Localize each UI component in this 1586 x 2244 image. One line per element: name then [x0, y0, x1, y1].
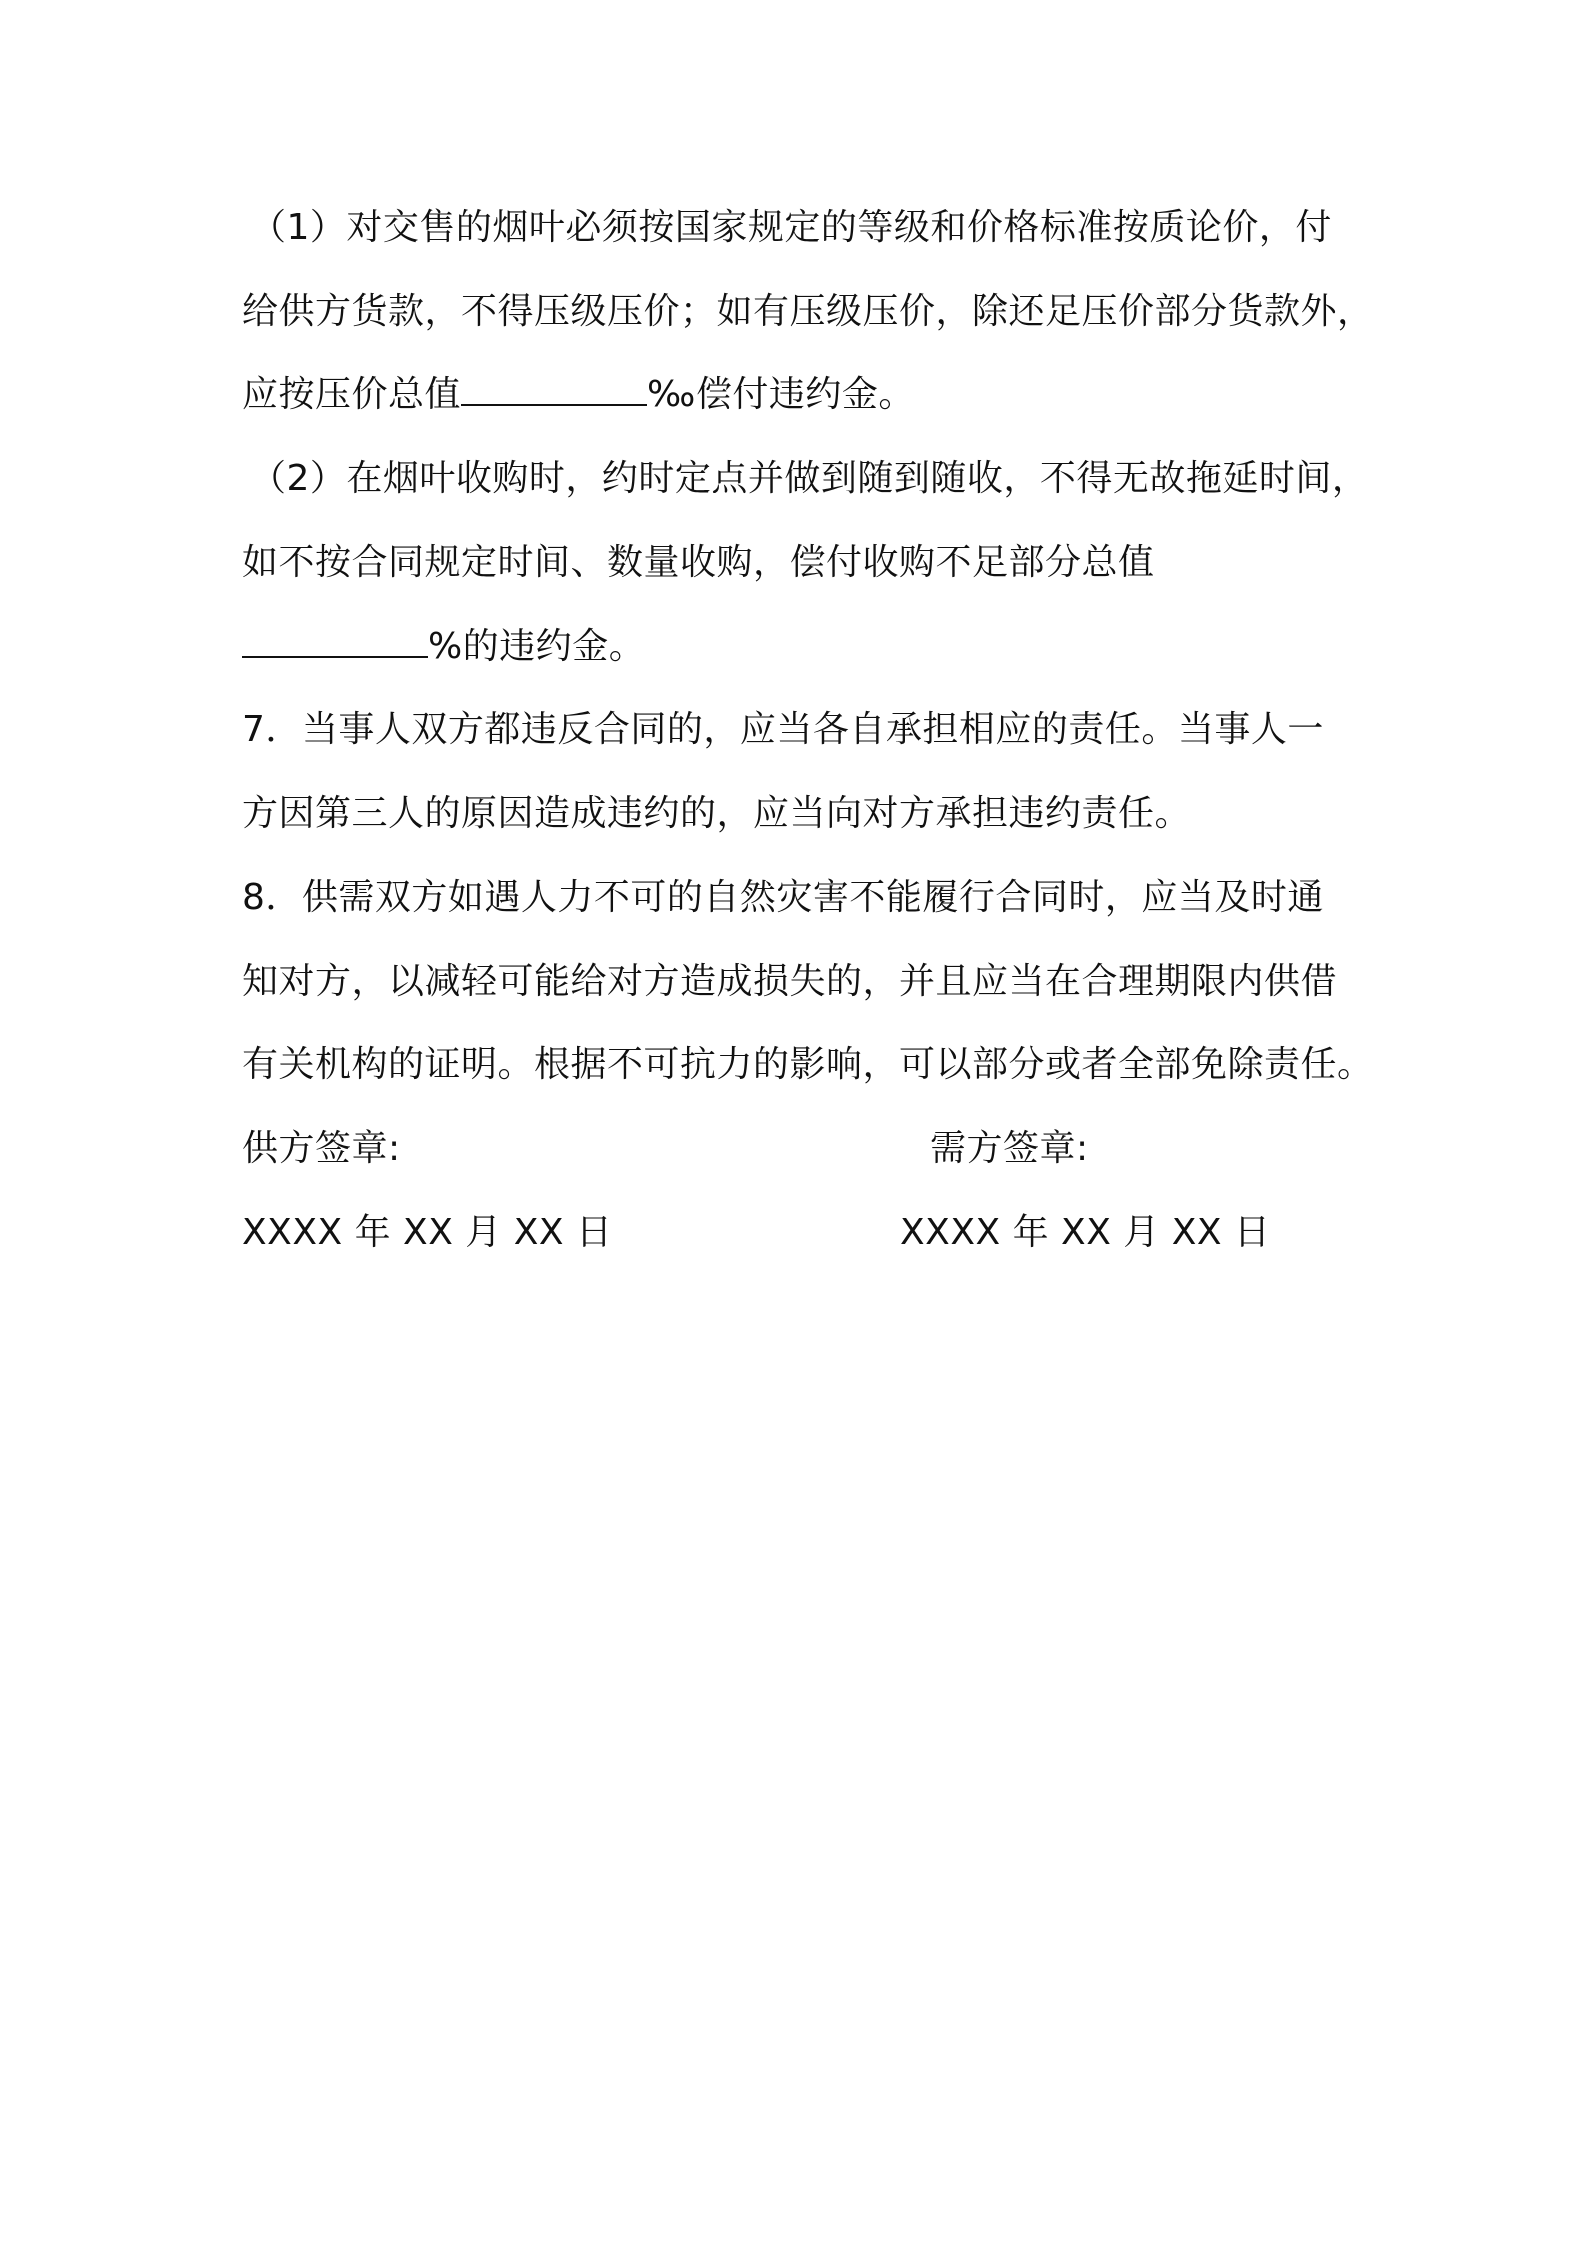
clause-8-line-1: 8．供需双方如遇人力不可的自然灾害不能履行合同时，应当及时通	[242, 877, 1324, 918]
supplier-signature-label: 供方签章:	[242, 1128, 401, 1169]
clause-6-2-line-2: 如不按合同规定时间、数量收购，偿付收购不足部分总值	[242, 542, 1155, 583]
clause-8-line-2: 知对方，以减轻可能给对方造成损失的，并且应当在合理期限内供借	[242, 961, 1338, 1002]
clause-6-1-line-3	[242, 373, 915, 417]
buyer-signature-label: 需方签章:	[930, 1128, 1089, 1169]
penalty-percent-blank[interactable]	[242, 626, 428, 658]
clause-7-line-1: 7．当事人双方都违反合同的，应当各自承担相应的责任。当事人一	[242, 709, 1324, 750]
clause-6-2-line-3-suffix: %的违约金。	[428, 626, 646, 667]
penalty-permille-blank[interactable]	[461, 374, 647, 406]
supplier-signature-date: XXXX 年 XX 月 XX 日	[242, 1212, 613, 1253]
clause-6-2-line-1: （2）在烟叶收购时，约时定点并做到随到随收，不得无故拖延时间，	[250, 458, 1369, 499]
buyer-signature-date: XXXX 年 XX 月 XX 日	[900, 1212, 1271, 1253]
clause-6-1-line-3-suffix: ‰偿付违约金。	[647, 374, 915, 415]
clause-6-2-line-3	[242, 625, 645, 669]
clause-6-1-line-3-prefix: 应按压价总值	[242, 374, 462, 415]
clause-8-line-3: 有关机构的证明。根据不可抗力的影响，可以部分或者全部免除责任。	[242, 1044, 1374, 1085]
clause-6-1-line-2: 给供方货款，不得压级压价；如有压级压价，除还足压价部分货款外，	[242, 291, 1374, 332]
clause-7-line-2: 方因第三人的原因造成违约的，应当向对方承担违约责任。	[242, 793, 1192, 834]
clause-6-1-line-1: （1）对交售的烟叶必须按国家规定的等级和价格标准按质论价，付	[250, 207, 1332, 248]
